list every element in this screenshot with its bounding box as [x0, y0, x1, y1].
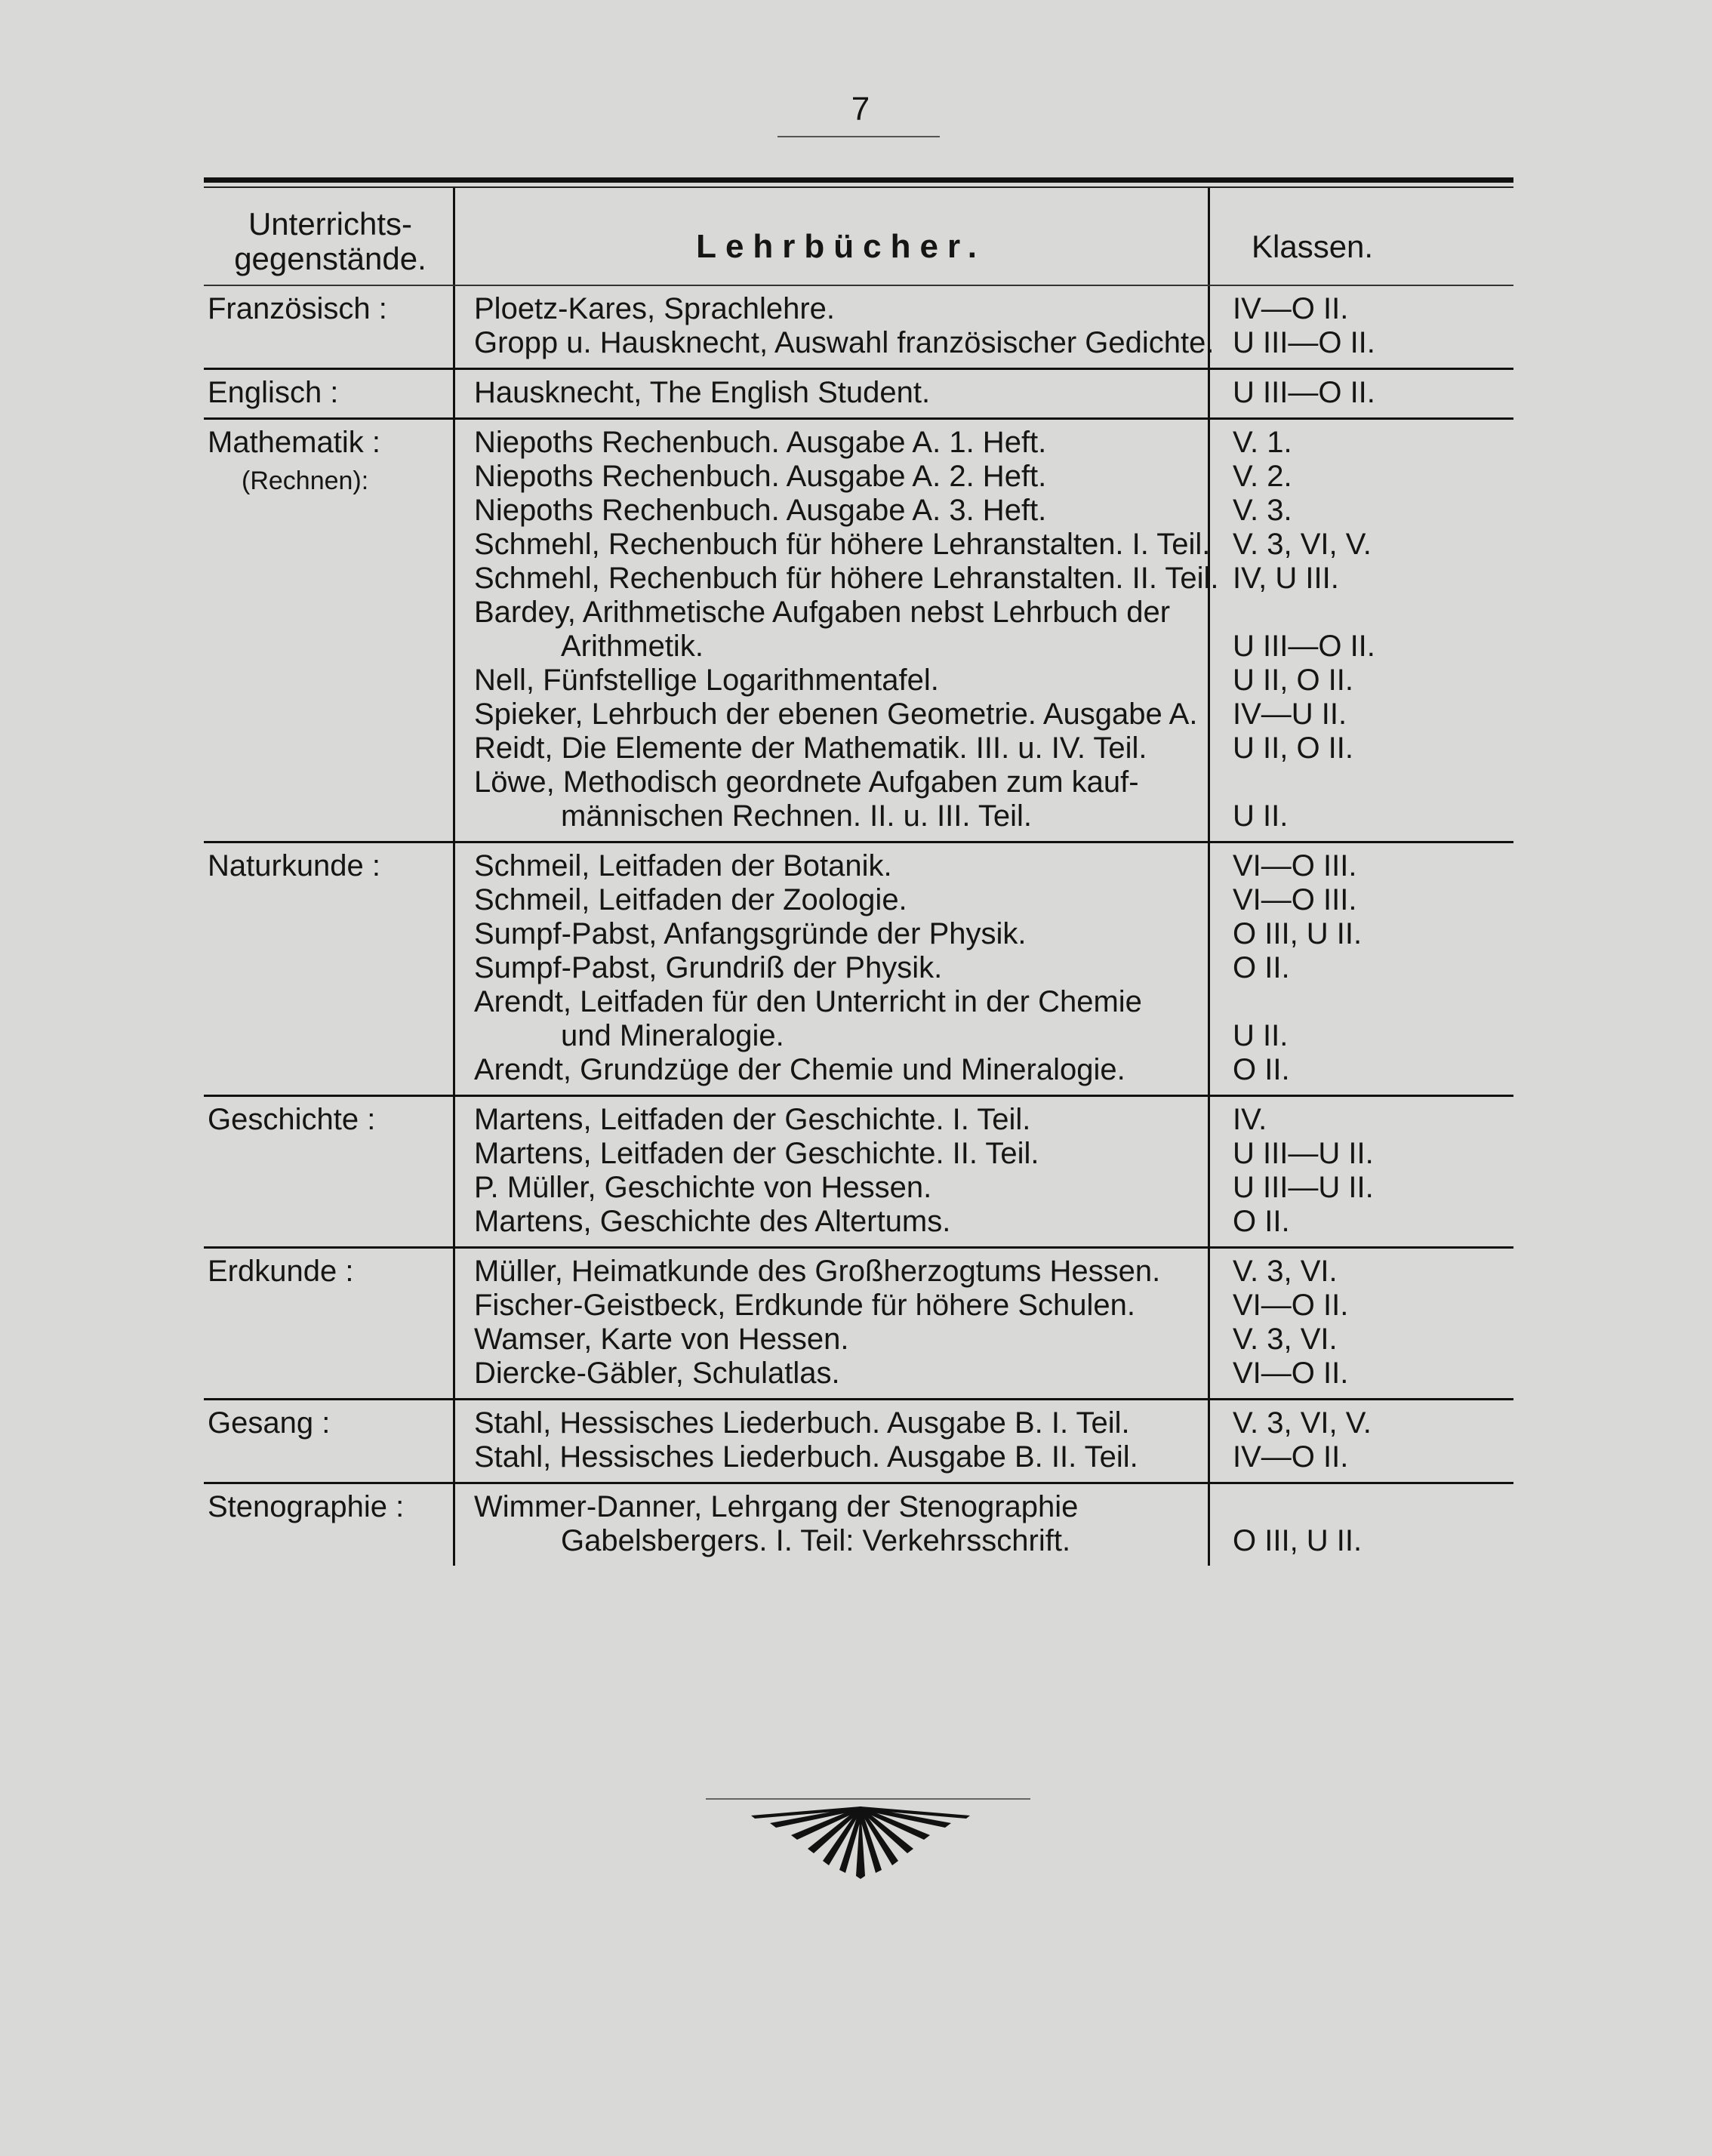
header-classes: Klassen. — [1208, 188, 1513, 285]
books-cell — [453, 843, 1208, 1095]
book-entry: Schmeil, Leitfaden der Zoologie. — [474, 883, 907, 916]
book-entry: Sumpf-Pabst, Grundriß der Physik. — [474, 951, 943, 984]
book-entry: Arendt, Leitfaden für den Unterricht in der Chemie — [474, 985, 1142, 1018]
class-entry: VI—O III. — [1233, 849, 1357, 882]
subject-label: Erdkunde : — [208, 1255, 354, 1288]
book-entry: Schmehl, Rechenbuch für höhere Lehranstalten. II. Teil. — [474, 562, 1219, 595]
book-entry: Müller, Heimatkunde des Großherzogtums Hessen. — [474, 1255, 1161, 1288]
header-subject-line1: Unterrichts- — [248, 206, 413, 242]
subject-group — [204, 1484, 1513, 1566]
book-entry: Spieker, Lehrbuch der ebenen Geometrie. Ausgabe A. — [474, 698, 1198, 731]
book-entry: Martens, Leitfaden der Geschichte. II. Teil. — [474, 1137, 1039, 1170]
book-entry: Arendt, Grundzüge der Chemie und Mineralogie. — [474, 1053, 1125, 1086]
page-number: 7 — [851, 91, 870, 128]
class-entry: V. 3, VI. — [1233, 1323, 1338, 1356]
book-entry: Nell, Fünfstellige Logarithmentafel. — [474, 664, 939, 697]
classes-cell — [1208, 1097, 1513, 1246]
class-entry: O III, U II. — [1233, 917, 1363, 950]
table-top-rule — [204, 177, 1513, 183]
ornament-rule — [706, 1798, 1030, 1800]
book-entry: Niepoths Rechenbuch. Ausgabe A. 1. Heft. — [474, 426, 1047, 459]
subject-cell — [204, 1097, 453, 1246]
class-entry: VI—O II. — [1233, 1289, 1349, 1322]
books-cell — [453, 370, 1208, 417]
book-entry: Schmehl, Rechenbuch für höhere Lehranstalten. I. Teil. — [474, 528, 1211, 561]
class-entry: O II. — [1233, 1053, 1290, 1086]
classes-cell — [1208, 843, 1513, 1095]
subject-label: Mathematik : — [208, 426, 380, 459]
subject-group — [204, 1400, 1513, 1482]
subject-group — [204, 370, 1513, 417]
class-entry — [1233, 1490, 1513, 1524]
subject-sublabel: (Rechnen): — [242, 467, 369, 495]
subject-label: Gesang : — [208, 1406, 331, 1440]
book-entry: Fischer-Geistbeck, Erdkunde für höhere Schulen. — [474, 1289, 1135, 1322]
class-entry — [1233, 985, 1513, 1019]
class-entry: U II, O II. — [1233, 664, 1354, 697]
books-cell — [453, 1484, 1208, 1566]
subject-group — [204, 1249, 1513, 1398]
subject-label: Englisch : — [208, 376, 339, 409]
class-entry: VI—O III. — [1233, 883, 1357, 916]
book-entry: Gropp u. Hausknecht, Auswahl französischer Gedichte. — [474, 326, 1215, 359]
book-entry: Sumpf-Pabst, Anfangsgründe der Physik. — [474, 917, 1027, 950]
class-entry: U III—O II. — [1233, 376, 1375, 409]
class-entry: IV, U III. — [1233, 562, 1339, 595]
book-entry: Ploetz-Kares, Sprachlehre. — [474, 292, 836, 325]
book-entry: Stahl, Hessisches Liederbuch. Ausgabe B. II. Teil. — [474, 1440, 1138, 1474]
book-entry: und Mineralogie. — [561, 1019, 784, 1052]
books-cell — [453, 1249, 1208, 1398]
class-entry: IV—O II. — [1233, 1440, 1349, 1474]
book-entry: Wimmer-Danner, Lehrgang der Stenographie — [474, 1490, 1079, 1523]
classes-cell — [1208, 286, 1513, 368]
book-entry: männischen Rechnen. II. u. III. Teil. — [561, 799, 1033, 833]
classes-cell — [1208, 1249, 1513, 1398]
book-entry: Löwe, Methodisch geordnete Aufgaben zum kauf- — [474, 765, 1139, 799]
subject-cell — [204, 286, 453, 368]
class-entry: IV. — [1233, 1103, 1267, 1136]
fan-ornament-icon — [747, 1800, 974, 1883]
book-entry: Niepoths Rechenbuch. Ausgabe A. 2. Heft. — [474, 460, 1047, 493]
subject-group — [204, 420, 1513, 841]
header-books: Lehrbücher. — [453, 188, 1208, 285]
subject-label: Stenographie : — [208, 1490, 405, 1523]
subject-label: Französisch : — [208, 292, 387, 325]
header-subject-line2: gegenstände. — [234, 241, 426, 276]
book-entry: Bardey, Arithmetische Aufgaben nebst Lehrbuch der — [474, 596, 1171, 629]
book-entry: Schmeil, Leitfaden der Botanik. — [474, 849, 892, 882]
subject-cell — [204, 1400, 453, 1482]
subject-group — [204, 843, 1513, 1095]
class-entry — [1233, 765, 1513, 799]
class-entry: U III—O II. — [1233, 326, 1375, 359]
class-entry: U II, O II. — [1233, 732, 1354, 765]
class-entry: V. 3, VI, V. — [1233, 1406, 1372, 1440]
class-entry: O III, U II. — [1233, 1524, 1363, 1557]
books-cell — [453, 1400, 1208, 1482]
book-entry: Niepoths Rechenbuch. Ausgabe A. 3. Heft. — [474, 494, 1047, 527]
class-entry: IV—U II. — [1233, 698, 1347, 731]
book-entry: Martens, Geschichte des Altertums. — [474, 1205, 951, 1238]
class-entry: VI—O II. — [1233, 1357, 1349, 1390]
class-entry: U III—O II. — [1233, 630, 1375, 663]
class-entry: U III—U II. — [1233, 1171, 1374, 1204]
subject-label: Geschichte : — [208, 1103, 376, 1136]
books-cell — [453, 286, 1215, 368]
classes-cell — [1208, 370, 1513, 417]
subject-cell — [204, 420, 453, 841]
class-entry: U III—U II. — [1233, 1137, 1374, 1170]
classes-cell — [1208, 1484, 1513, 1566]
subject-cell — [204, 1249, 453, 1398]
classes-cell — [1208, 1400, 1513, 1482]
class-entry: O II. — [1233, 951, 1290, 984]
books-cell — [453, 420, 1219, 841]
subject-cell — [204, 370, 453, 417]
class-entry: V. 1. — [1233, 426, 1292, 459]
subject-label: Naturkunde : — [208, 849, 381, 882]
textbook-table — [204, 177, 1513, 1566]
class-entry: IV—O II. — [1233, 292, 1349, 325]
class-entry: V. 3. — [1233, 494, 1292, 527]
class-entry: V. 2. — [1233, 460, 1292, 493]
page-number-rule — [777, 136, 940, 137]
class-entry: U II. — [1233, 1019, 1289, 1052]
book-entry: Wamser, Karte von Hessen. — [474, 1323, 849, 1356]
subject-cell — [204, 843, 453, 1095]
book-entry: Diercke-Gäbler, Schulatlas. — [474, 1357, 840, 1390]
class-entry: V. 3, VI, V. — [1233, 528, 1372, 561]
subject-group — [204, 1097, 1513, 1246]
book-entry: Arithmetik. — [561, 630, 704, 663]
class-entry: O II. — [1233, 1205, 1290, 1238]
header-subject — [204, 188, 453, 285]
book-entry: Hausknecht, The English Student. — [474, 376, 931, 409]
class-entry: V. 3, VI. — [1233, 1255, 1338, 1288]
classes-cell — [1208, 420, 1513, 841]
books-cell — [453, 1097, 1208, 1246]
table-body — [204, 285, 1513, 1566]
book-entry: Stahl, Hessisches Liederbuch. Ausgabe B. I. Teil. — [474, 1406, 1130, 1440]
class-entry — [1233, 596, 1513, 630]
subject-group — [204, 286, 1513, 368]
class-entry: U II. — [1233, 799, 1289, 833]
subject-cell — [204, 1484, 453, 1566]
book-entry: P. Müller, Geschichte von Hessen. — [474, 1171, 932, 1204]
book-entry: Gabelsbergers. I. Teil: Verkehrsschrift. — [561, 1524, 1071, 1557]
book-entry: Reidt, Die Elemente der Mathematik. III. u. IV. Teil. — [474, 732, 1147, 765]
table-header — [204, 188, 1513, 285]
book-entry: Martens, Leitfaden der Geschichte. I. Teil. — [474, 1103, 1031, 1136]
